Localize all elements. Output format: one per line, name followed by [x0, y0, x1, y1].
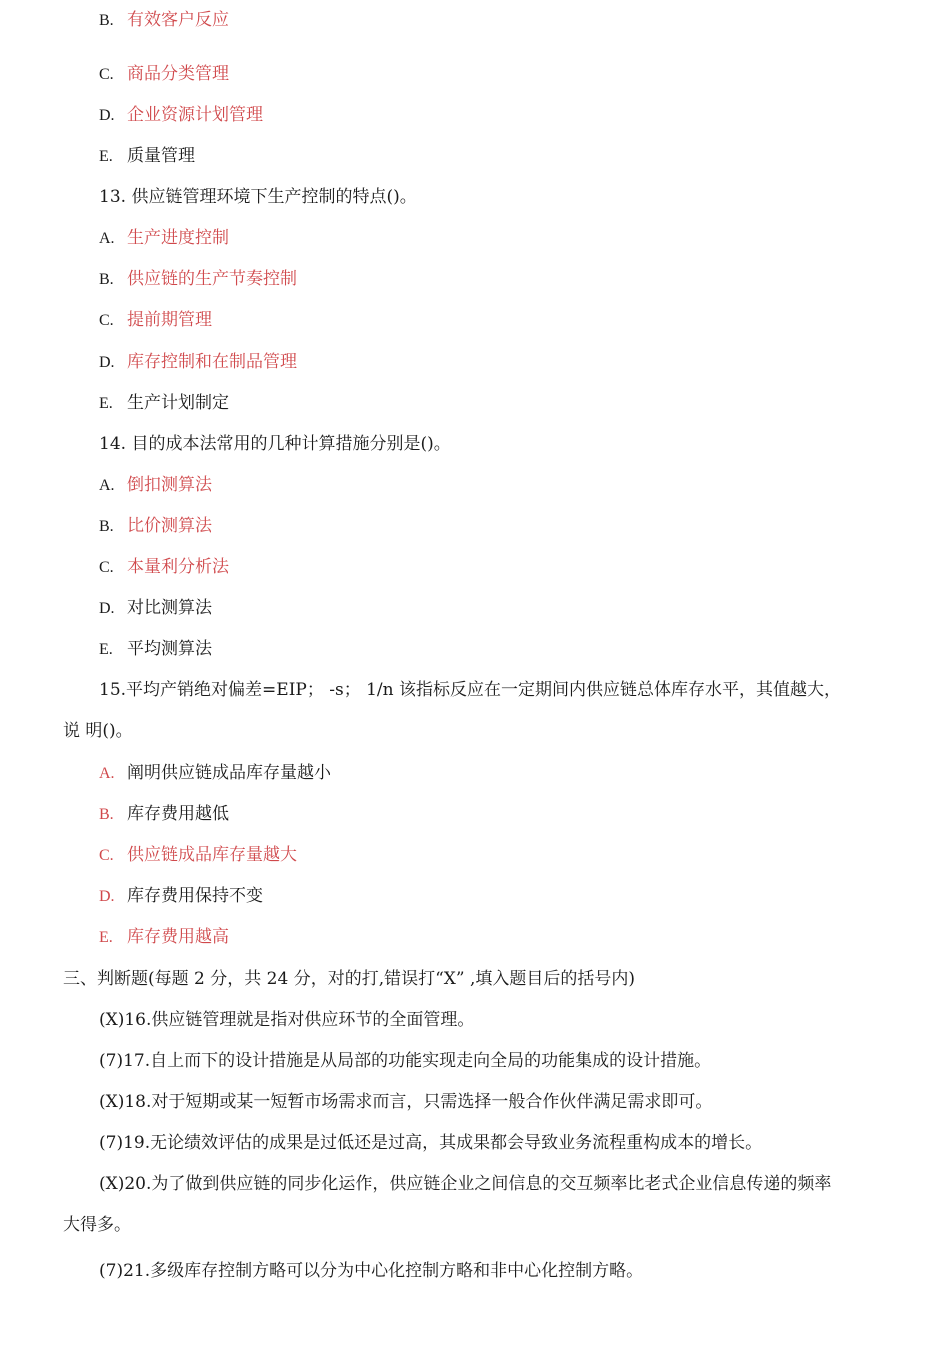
judgment-item-20: (X)20.为了做到供应链的同步化运作，供应链企业之间信息的交互频率比老式企业信息传递的频率	[99, 1174, 832, 1194]
option-text: 质量管理	[127, 146, 195, 166]
option-text: 有效客户反应	[127, 10, 229, 30]
option-letter: D.	[99, 354, 115, 371]
option-letter: B.	[99, 806, 114, 823]
option-letter: B.	[99, 12, 114, 29]
q14-option-a	[99, 474, 212, 497]
question-15-stem: 15.平均产销绝对偏差=EIP； -s； 1/n 该指标反应在一定期间内供应链总体库存水平，其值越大，	[99, 680, 842, 700]
judgment-item-18: (X)18.对于短期或某一短暂市场需求而言，只需选择一般合作伙伴满足需求即可。	[99, 1092, 713, 1112]
option-text: 倒扣测算法	[127, 475, 212, 495]
option-text: 供应链成品库存量越大	[127, 845, 297, 865]
option-text: 比价测算法	[127, 516, 212, 536]
judgment-item-19: (7)19.无论绩效评估的成果是过低还是过高，其成果都会导致业务流程重构成本的增长。	[99, 1133, 763, 1153]
q13-option-c	[99, 309, 212, 332]
option-text: 库存费用越低	[127, 804, 229, 824]
q12-option-d	[99, 104, 263, 127]
option-text: 库存费用保持不变	[127, 886, 263, 906]
question-15-stem-cont: 说 明()。	[63, 721, 133, 741]
option-letter: D.	[99, 107, 115, 124]
option-text: 生产进度控制	[127, 228, 229, 248]
option-letter: E.	[99, 395, 113, 412]
question-14-stem: 14. 目的成本法常用的几种计算措施分别是()。	[99, 434, 451, 454]
q14-option-e	[99, 638, 212, 661]
option-text: 平均测算法	[127, 639, 212, 659]
q14-option-b	[99, 515, 212, 538]
q13-option-e	[99, 392, 229, 415]
q15-option-e	[99, 926, 229, 949]
option-letter: C.	[99, 66, 114, 83]
q12-option-c	[99, 63, 229, 86]
option-text: 库存控制和在制品管理	[127, 352, 297, 372]
option-letter: B.	[99, 518, 114, 535]
q15-option-a	[99, 762, 331, 785]
option-text: 对比测算法	[127, 598, 212, 618]
option-letter: D.	[99, 600, 115, 617]
option-letter: A.	[99, 477, 115, 494]
q13-option-d	[99, 351, 297, 374]
option-text: 供应链的生产节奏控制	[127, 269, 297, 289]
q15-option-b	[99, 803, 229, 826]
option-letter: C.	[99, 559, 114, 576]
option-letter: A.	[99, 230, 115, 247]
option-text: 提前期管理	[127, 310, 212, 330]
section-3-heading: 三、判断题(每题 2 分，共 24 分，对的打,错误打“X” ,填入题目后的括号内)	[63, 969, 636, 989]
option-text: 企业资源计划管理	[127, 105, 263, 125]
judgment-item-20-cont: 大得多。	[63, 1215, 131, 1235]
option-letter: D.	[99, 888, 115, 905]
option-text: 商品分类管理	[127, 64, 229, 84]
option-letter: C.	[99, 312, 114, 329]
option-letter: E.	[99, 641, 113, 658]
option-text: 阐明供应链成品库存量越小	[127, 763, 331, 783]
judgment-item-21: (7)21.多级库存控制方略可以分为中心化控制方略和非中心化控制方略。	[99, 1261, 644, 1281]
q14-option-c	[99, 556, 229, 579]
q15-option-d	[99, 885, 263, 908]
option-text: 生产计划制定	[127, 393, 229, 413]
option-letter: A.	[99, 765, 115, 782]
option-text: 库存费用越高	[127, 927, 229, 947]
q12-option-b	[99, 9, 229, 32]
option-letter: E.	[99, 929, 113, 946]
option-letter: C.	[99, 847, 114, 864]
question-13-stem: 13. 供应链管理环境下生产控制的特点()。	[99, 187, 417, 207]
q12-option-e	[99, 145, 195, 168]
q13-option-a	[99, 227, 229, 250]
q14-option-d	[99, 597, 212, 620]
option-letter: E.	[99, 148, 113, 165]
option-letter: B.	[99, 271, 114, 288]
q15-option-c	[99, 844, 297, 867]
option-text: 本量利分析法	[127, 557, 229, 577]
judgment-item-17: (7)17.自上而下的设计措施是从局部的功能实现走向全局的功能集成的设计措施。	[99, 1051, 712, 1071]
q13-option-b	[99, 268, 297, 291]
judgment-item-16: (X)16.供应链管理就是指对供应环节的全面管理。	[99, 1010, 475, 1030]
